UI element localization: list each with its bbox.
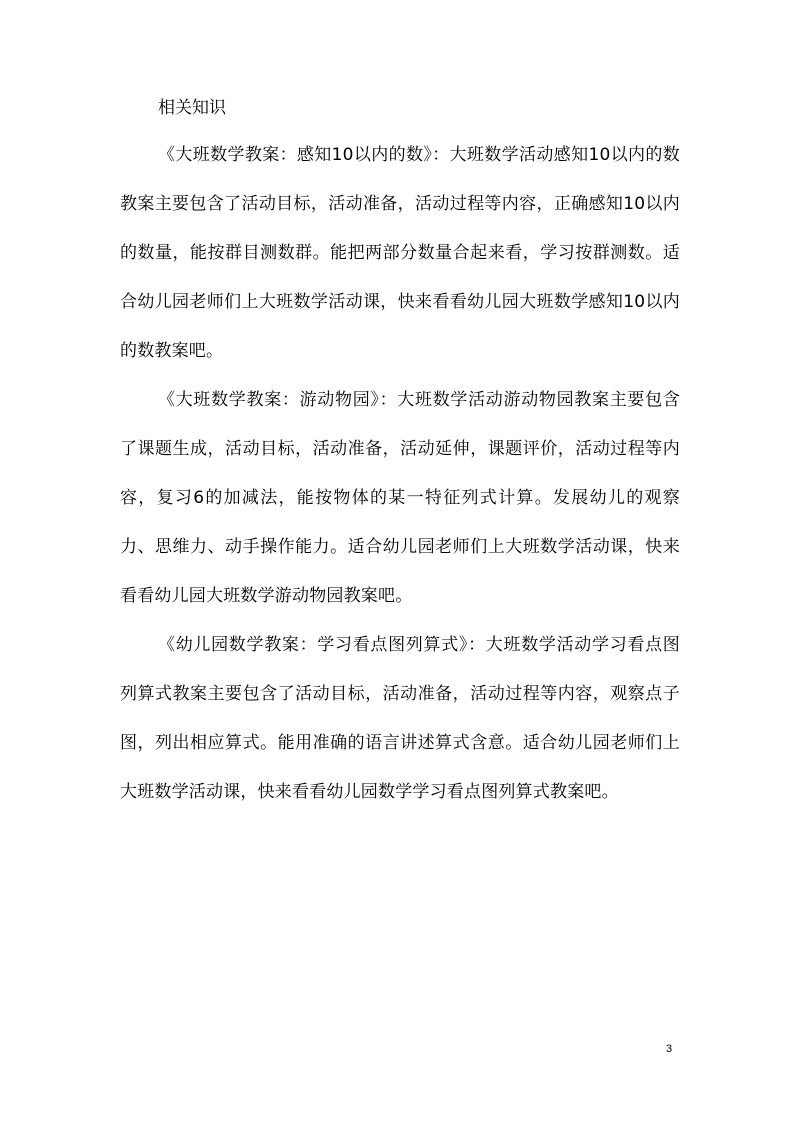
paragraph-1: 《大班数学教案：感知10以内的数》：大班数学活动感知10以内的数教案主要包含了活动目标，活动准备，活动过程等内容，正确感知10以内的数量，能按群目测数群。能把两部分数量合起来看，学习按群测数。适合幼儿园老师们上大班数学活动课，快来看看幼儿园大班数学感知10以内的数教案吧。 <box>120 145 680 361</box>
page-number: 3 <box>666 1043 673 1055</box>
paragraph-3: 《幼儿园数学教案：学习看点图列算式》：大班数学活动学习看点图列算式教案主要包含了活动目标，活动准备，活动过程等内容，观察点子图，列出相应算式。能用准确的语言讲述算式含意。适合幼儿园老师们上大班数学活动课，快来看看幼儿园数学学习看点图列算式教案吧。 <box>120 635 680 802</box>
paragraph-2: 《大班数学教案：游动物园》：大班数学活动游动物园教案主要包含了课题生成，活动目标，活动准备，活动延伸，课题评价，活动过程等内容，复习6的加减法，能按物体的某一特征列式计算。发展幼儿的观察力、思维力、动手操作能力。适合幼儿园老师们上大班数学活动课，快来看看幼儿园大班数学游动物园教案吧。 <box>120 390 680 606</box>
document-body <box>120 92 680 817</box>
section-heading: 相关知识 <box>158 98 226 118</box>
